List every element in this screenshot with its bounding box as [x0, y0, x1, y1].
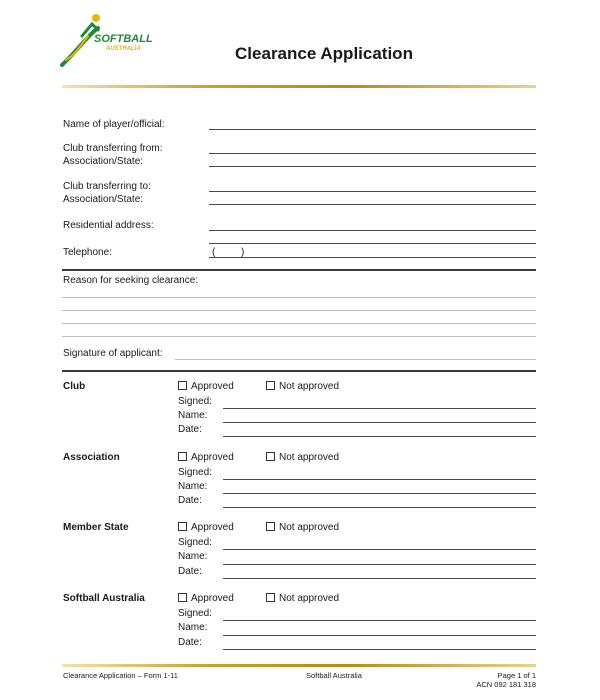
approved-checkbox[interactable] [178, 381, 187, 390]
reason-line[interactable] [62, 336, 536, 337]
date-field[interactable] [223, 493, 536, 494]
assoc-to-label: Association/State: [63, 194, 144, 205]
not-approved-checkbox[interactable] [266, 452, 275, 461]
name-label: Name: [178, 481, 208, 492]
club-to-field[interactable] [209, 191, 536, 192]
section-divider [62, 370, 536, 372]
not-approved-checkbox[interactable] [266, 522, 275, 531]
section-bottom-line [223, 507, 536, 508]
address-label: Residential address: [63, 220, 154, 231]
assoc-to-field[interactable] [209, 204, 536, 205]
not-approved-label: Not approved [279, 452, 340, 463]
name-field[interactable] [223, 620, 536, 621]
date-label: Date: [178, 566, 202, 577]
not-approved-label: Not approved [279, 593, 340, 604]
approval-section-title: Association [63, 452, 120, 463]
footer-org: Softball Australia [306, 671, 362, 680]
section-bottom-line [223, 436, 536, 437]
section-bottom-line [223, 578, 536, 579]
reason-line[interactable] [62, 297, 536, 298]
not-approved-checkbox[interactable] [266, 593, 275, 602]
approved-checkbox[interactable] [178, 452, 187, 461]
date-field[interactable] [223, 564, 536, 565]
section-divider [62, 269, 536, 271]
signed-label: Signed: [178, 537, 212, 548]
logo-text-australia: AUSTRALIA [106, 46, 141, 52]
name-field[interactable] [223, 479, 536, 480]
approved-label: Approved [191, 593, 234, 604]
header-rule [62, 85, 536, 88]
club-from-field[interactable] [209, 153, 536, 154]
not-approved-label: Not approved [279, 522, 340, 533]
approved-label: Approved [191, 452, 234, 463]
signed-label: Signed: [178, 396, 212, 407]
telephone-label: Telephone: [63, 247, 112, 258]
reason-line[interactable] [62, 323, 536, 324]
date-field[interactable] [223, 635, 536, 636]
approved-label: Approved [191, 522, 234, 533]
section-bottom-line [223, 649, 536, 650]
footer-form-id: Clearance Application – Form 1-11 [63, 671, 178, 680]
date-label: Date: [178, 424, 202, 435]
logo-text-softball: SOFTBALL [94, 33, 153, 45]
page-title: Clearance Application [235, 44, 413, 63]
date-label: Date: [178, 495, 202, 506]
approval-section-title: Softball Australia [63, 593, 145, 604]
name-label: Name: [178, 622, 208, 633]
approval-section-title: Club [63, 381, 86, 392]
footer-rule [62, 664, 536, 667]
name-field[interactable] [223, 549, 536, 550]
telephone-field[interactable] [209, 257, 536, 258]
date-label: Date: [178, 637, 202, 648]
not-approved-label: Not approved [279, 381, 340, 392]
date-field[interactable] [223, 422, 536, 423]
club-to-label: Club transferring to: [63, 181, 151, 192]
club-from-label: Club transferring from: [63, 143, 163, 154]
assoc-from-field[interactable] [209, 166, 536, 167]
signature-label: Signature of applicant: [63, 348, 163, 359]
approval-section-title: Member State [63, 522, 129, 533]
address-field-line-2[interactable] [209, 243, 536, 244]
telephone-area-open: ( [212, 247, 216, 258]
reason-line[interactable] [62, 310, 536, 311]
signature-field[interactable] [175, 359, 536, 360]
signed-label: Signed: [178, 608, 212, 619]
footer-acn: ACN 092 181 318 [476, 680, 536, 689]
approved-checkbox[interactable] [178, 593, 187, 602]
name-field[interactable] [223, 408, 536, 409]
reason-label: Reason for seeking clearance: [63, 275, 199, 286]
assoc-from-label: Association/State: [63, 156, 144, 167]
player-name-field[interactable] [209, 129, 536, 130]
not-approved-checkbox[interactable] [266, 381, 275, 390]
telephone-area-close: ) [241, 247, 245, 258]
player-name-label: Name of player/official: [63, 119, 165, 130]
approved-label: Approved [191, 381, 234, 392]
name-label: Name: [178, 551, 208, 562]
logo-ball [92, 14, 100, 22]
footer-page-number: Page 1 of 1 [497, 671, 536, 680]
approved-checkbox[interactable] [178, 522, 187, 531]
address-field-line-1[interactable] [209, 230, 536, 231]
name-label: Name: [178, 410, 208, 421]
signed-label: Signed: [178, 467, 212, 478]
